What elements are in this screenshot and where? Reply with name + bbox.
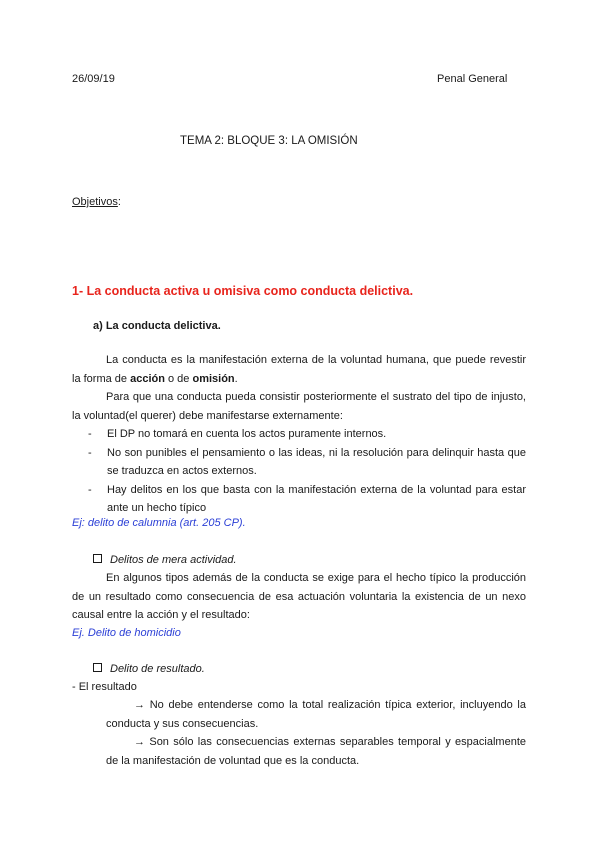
bullet-item: - No son punibles el pensamiento o las ideas, ni la resolución para delinquir hasta que se traduzca en actos externos.	[88, 444, 526, 481]
subsection-a-heading: a) La conducta delictiva.	[93, 320, 221, 332]
bullet-text: Hay delitos en los que basta con la manifestación externa de la voluntad para estar ante un hecho típico	[107, 483, 526, 514]
bullet-list	[88, 425, 526, 518]
checkbox-icon	[93, 663, 102, 672]
bullet-text: No son punibles el pensamiento o las ideas, ni la resolución para delinquir hasta que se traduzca en actos externos.	[107, 446, 526, 477]
objectives-label-text: Objetivos	[72, 196, 118, 208]
paragraph-2: Para que una conducta pueda consistir posteriormente el sustrato del tipo de injusto, la voluntad(el querer) debe manifestarse externamente:	[72, 391, 526, 422]
checkbox-item-mera-actividad	[93, 551, 237, 570]
arrow-item-1: → No debe entenderse como la total realización típica exterior, incluyendo la conducta y sus consecuencias.	[106, 699, 526, 730]
arrow-item-2: → Son sólo las consecuencias externas separables temporal y espacialmente de la manifestación de voluntad que es la conducta.	[106, 736, 526, 767]
bullet-text: El DP no tomará en cuenta los actos puramente internos.	[107, 428, 387, 440]
paragraph-3: En algunos tipos además de la conducta se exige para el hecho típico la producción de un resultado como consecuencia de esa actuación voluntaria la existencia de un nexo causal entre la acción y el resultado:	[72, 572, 526, 621]
p1-bold-accion: acción	[130, 372, 165, 385]
checkbox-item-resultado	[93, 660, 205, 679]
objectives-label: Objetivos:	[72, 196, 121, 208]
example-homicidio: Ej. Delito de homicidio	[72, 627, 181, 639]
p1-end: .	[234, 372, 238, 385]
paragraph-1	[72, 351, 526, 388]
p1-mid: o de	[164, 372, 193, 385]
header-date: 26/09/19	[72, 73, 115, 85]
page-title: TEMA 2: BLOQUE 3: LA OMISIÓN	[180, 135, 358, 147]
checkbox-label: Delitos de mera actividad.	[110, 554, 237, 566]
p1-bold-omision: omisión	[192, 372, 235, 385]
checkbox-icon	[93, 554, 102, 563]
example-calumnia: Ej: delito de calumnia (art. 205 CP).	[72, 517, 246, 529]
p1-pre: La conducta es la manifestación externa de la voluntad humana, que puede revestir la forma de	[72, 354, 526, 385]
bullet-item: - Hay delitos en los que basta con la manifestación externa de la voluntad para estar ante un hecho típico	[88, 481, 526, 518]
result-label: - El resultado	[72, 681, 137, 693]
checkbox-label: Delito de resultado.	[110, 663, 205, 675]
header-subject: Penal General	[437, 73, 508, 85]
section-heading: 1- La conducta activa u omisiva como conducta delictiva.	[72, 284, 414, 298]
bullet-item: - El DP no tomará en cuenta los actos puramente internos.	[88, 425, 526, 444]
